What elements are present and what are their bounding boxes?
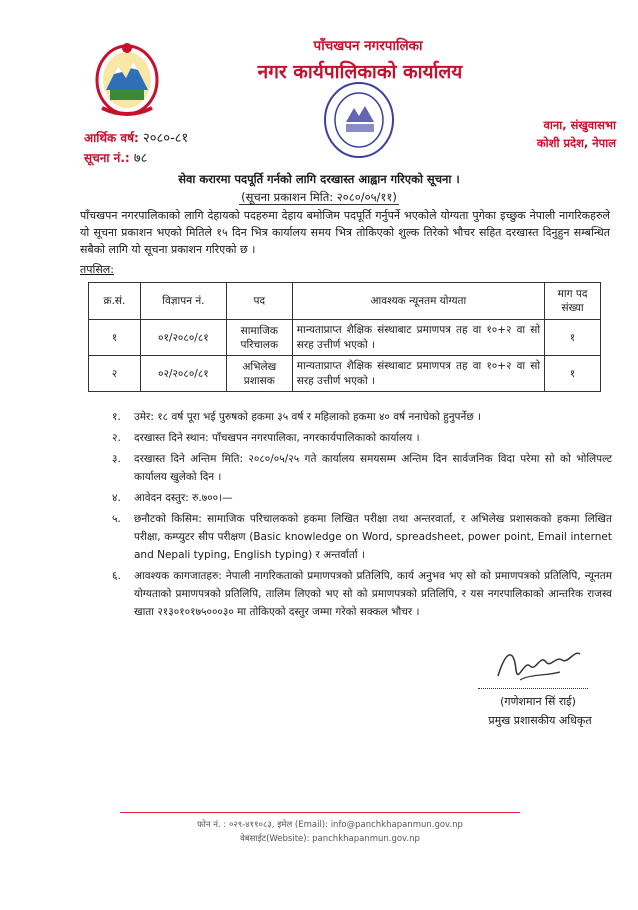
cell-sn: १ bbox=[89, 320, 141, 356]
notice-number-value: ७८ bbox=[133, 151, 148, 166]
condition-text: आवेदन दस्तुर: रु.७००।— bbox=[134, 492, 233, 504]
publish-date-text: (सूचना प्रकाशन मिति: २०८०/०५/११) bbox=[241, 190, 397, 204]
condition-number: ३. bbox=[112, 453, 121, 465]
cell-ad-no: ०१/२०८०/८१ bbox=[140, 320, 226, 356]
list-item bbox=[112, 510, 612, 564]
condition-number: ४. bbox=[112, 492, 121, 504]
fiscal-year-value: २०८०-८१ bbox=[143, 131, 189, 146]
condition-number: २. bbox=[112, 432, 121, 444]
publish-date bbox=[60, 190, 578, 205]
office-seal-icon bbox=[322, 80, 396, 160]
list-item bbox=[112, 429, 612, 447]
nepal-emblem-icon bbox=[92, 38, 162, 118]
col-header-sn: क्र.सं. bbox=[89, 283, 141, 320]
condition-text: दरखास्त दिने स्थान: पाँचखपन नगरपालिका, नगरकार्यपालिकाको कार्यालय । bbox=[134, 432, 420, 444]
condition-text: आवश्यक कागजातहरु: नेपाली नागरिकताको प्रमाणपत्रको प्रतिलिपि, कार्य अनुभव भए सो को प्रमाणपत्रको प्रतिलिपि, न्यूनतम योग्यताको प्रमाणपत्रको प्रतिलिपि, तालिम लिएको भए सो को प्रमाणपत्रको प्रतिलिपि, र यस नगरपालिकाको आन्तरिक राजस्व खाता २१३०१०१७५०००३० मा तोकिएको दस्तुर जम्मा गरेको सक्कल भौचर । bbox=[134, 570, 612, 618]
footer-contact bbox=[150, 818, 510, 846]
cell-qualification: मान्यताप्राप्त शैक्षिक संस्थाबाट प्रमाणपत्र तह वा १०+२ वा सो सरह उत्तीर्ण भएको । bbox=[292, 356, 544, 392]
notice-intro: पाँचखपन नगरपालिकाको लागि देहायको पदहरुमा देहाय बमोजिम पदपूर्ति गर्नुपर्ने भएकोले योग्यता पुगेका इच्छुक नेपाली नागरिकहरुले यो सूचना प्रकाशन भएको मितिले १५ दिन भित्र कार्यालय समय भित्र तोकिएको शुल्क तिरेको भौचर सहित दरखास्त दिनुहुन सम्बन्धित सबैको लागि यो सूचना प्रकाशन गरिएको छ । bbox=[80, 209, 610, 256]
notice-number bbox=[84, 148, 147, 166]
fiscal-year-label: आर्थिक वर्ष: bbox=[84, 131, 139, 145]
table-row bbox=[89, 320, 601, 356]
posts-table bbox=[88, 282, 601, 392]
col-header-qualification: आवश्यक न्यूनतम योग्यता bbox=[292, 283, 544, 320]
org-name: पाँचखपन नगरपालिका bbox=[313, 38, 423, 54]
cell-sn: २ bbox=[89, 356, 141, 392]
cell-demand: १ bbox=[545, 320, 601, 356]
notice-number-label: सूचना नं.: bbox=[84, 151, 130, 165]
list-item bbox=[112, 408, 612, 426]
fiscal-year bbox=[84, 128, 188, 146]
list-item bbox=[112, 489, 612, 507]
signatory-name: (गणेशमान सिं राई) bbox=[500, 695, 576, 708]
address-line-2: कोशी प्रदेश, नेपाल bbox=[536, 136, 616, 150]
col-header-post: पद bbox=[226, 283, 292, 320]
footer-website-line: वेबसाईट(Website): panchkhapanmun.gov.np bbox=[240, 834, 420, 844]
signatory-title: प्रमुख प्रशासकीय अधिकृत bbox=[488, 714, 592, 727]
table-row bbox=[89, 356, 601, 392]
cell-ad-no: ०२/२०८०/८१ bbox=[140, 356, 226, 392]
details-label: तपसिल: bbox=[80, 263, 114, 276]
condition-text: दरखास्त दिने अन्तिम मिति: २०८०/०५/२५ गते कार्यालय समयसम्म अन्तिम दिन सार्वजनिक विदा परेमा सो को भोलिपल्ट कार्यालय खुलेको दिन । bbox=[134, 453, 612, 483]
address-line-1: वाना, संखुवासभा bbox=[543, 118, 616, 132]
cell-qualification: मान्यताप्राप्त शैक्षिक संस्थाबाट प्रमाणपत्र तह वा १०+२ वा सो सरह उत्तीर्ण भएको । bbox=[292, 320, 544, 356]
table-header-row bbox=[89, 283, 601, 320]
signature-line bbox=[478, 688, 588, 689]
conditions-list bbox=[112, 408, 612, 624]
cell-post: अभिलेख प्रशासक bbox=[226, 356, 292, 392]
list-item bbox=[112, 567, 612, 621]
condition-number: १. bbox=[112, 411, 121, 423]
cell-demand: १ bbox=[545, 356, 601, 392]
footer-contact-line: फोन नं. : ०२९-४११०८३, इमेल (Email): info@panchkhapanmun.gov.np bbox=[197, 820, 463, 830]
condition-number: ६. bbox=[112, 570, 121, 582]
col-header-ad-no: विज्ञापन नं. bbox=[140, 283, 226, 320]
condition-number: ५. bbox=[112, 513, 121, 525]
condition-text: छनौटको किसिम: सामाजिक परिचालकको हकमा लिखित परीक्षा तथा अन्तरवार्ता, र अभिलेख प्रशासकको हकमा लिखित परीक्षा, कम्प्युटर सीप परीक्षण (Basic knowledge on Word, spreadsheet, power point, Email internet and Nepali typing, English typing) र अन्तर्वार्ता । bbox=[134, 513, 612, 561]
condition-text: उमेर: १८ वर्ष पूरा भई पुरुषको हकमा ३५ वर्ष र महिलाको हकमा ४० वर्ष ननाघेको हुनुपर्नेछ । bbox=[134, 411, 482, 423]
list-item bbox=[112, 450, 612, 486]
office-name: नगर कार्यपालिकाको कार्यालय bbox=[257, 61, 463, 83]
signature-mark-icon bbox=[490, 640, 586, 690]
footer-divider bbox=[120, 812, 520, 813]
notice-heading: सेवा करारमा पदपूर्ति गर्नको लागि दरखास्त आह्वान गरिएको सूचना । bbox=[178, 172, 460, 186]
col-header-demand: माग पद संख्या bbox=[545, 283, 601, 320]
cell-post: सामाजिक परिचालक bbox=[226, 320, 292, 356]
